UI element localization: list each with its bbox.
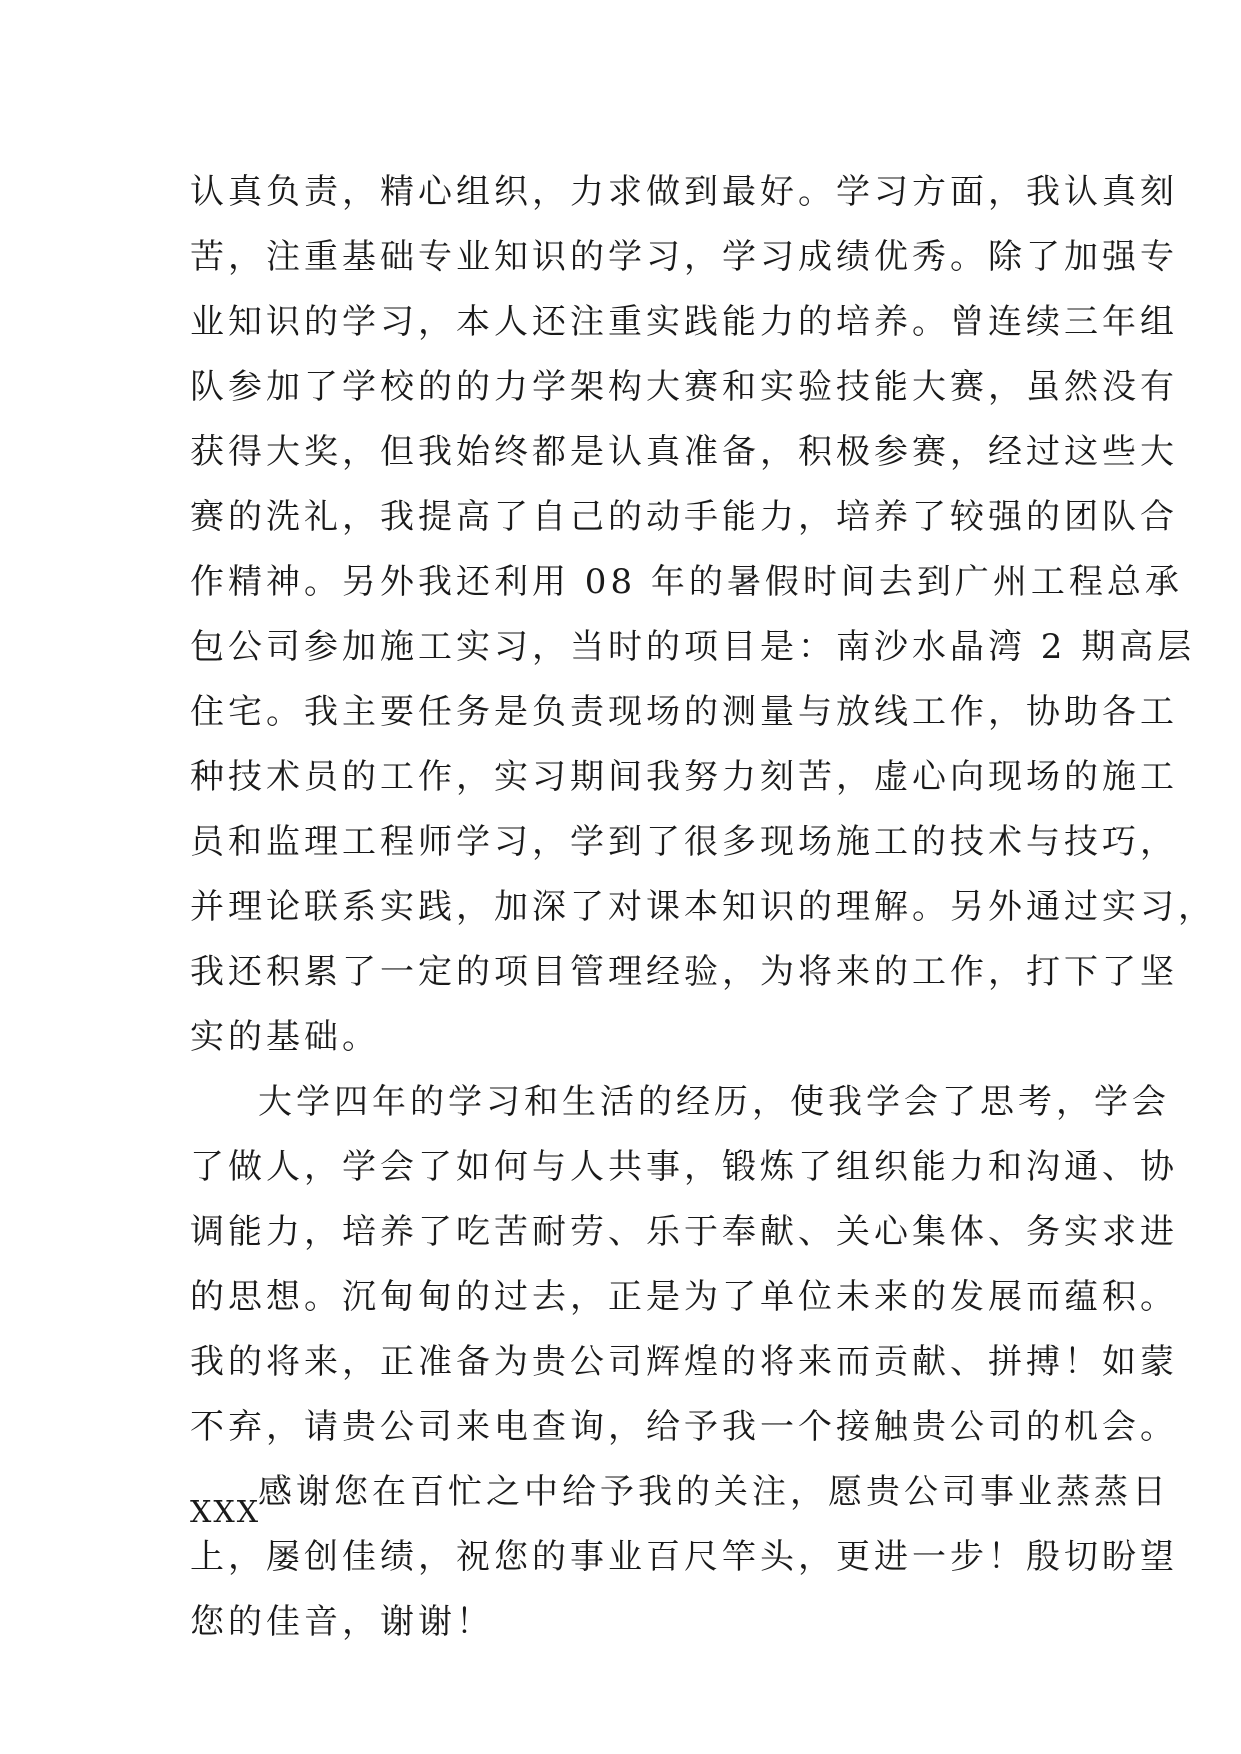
text-line: 您的佳音，谢谢！ [190,1602,494,1642]
text-line: 员和监理工程师学习，学到了很多现场施工的技术与技巧， [190,822,1178,862]
signature: XXX [190,1495,261,1530]
text-line: 住宅。我主要任务是负责现场的测量与放线工作，协助各工 [190,692,1178,732]
text-line: 业知识的学习，本人还注重实践能力的培养。曾连续三年组 [190,302,1178,342]
text-line: 认真负责，精心组织，力求做到最好。学习方面，我认真刻 [190,172,1178,212]
text-line: 种技术员的工作，实习期间我努力刻苦，虚心向现场的施工 [190,757,1178,797]
letter-body [190,160,1216,1655]
text-line: 作精神。另外我还利用 08 年的暑假时间去到广州工程总承 [190,562,1183,602]
text-line: 不弃，请贵公司来电查询，给予我一个接触贵公司的机会。 [190,1407,1178,1447]
text-line: 实的基础。 [190,1017,380,1057]
text-line: 调能力，培养了吃苦耐劳、乐于奉献、关心集体、务实求进 [190,1212,1178,1252]
paragraph-start-line: 感谢您在百忙之中给予我的关注，愿贵公司事业蒸蒸日 [258,1472,1170,1512]
text-line: 队参加了学校的的力学架构大赛和实验技能大赛，虽然没有 [190,367,1178,407]
text-line: 上，屡创佳绩，祝您的事业百尺竿头，更进一步！殷切盼望 [190,1537,1178,1577]
text-line: 获得大奖，但我始终都是认真准备，积极参赛，经过这些大 [190,432,1178,472]
text-line: 我的将来，正准备为贵公司辉煌的将来而贡献、拼搏！如蒙 [190,1342,1178,1382]
text-line: 的思想。沉甸甸的过去，正是为了单位未来的发展而蕴积。 [190,1277,1178,1317]
text-line: 了做人，学会了如何与人共事，锻炼了组织能力和沟通、协 [190,1147,1178,1187]
text-line: 我还积累了一定的项目管理经验，为将来的工作，打下了坚 [190,952,1178,992]
text-line: 赛的洗礼，我提高了自己的动手能力，培养了较强的团队合 [190,497,1178,537]
text-line: 苦，注重基础专业知识的学习，学习成绩优秀。除了加强专 [190,237,1178,277]
paragraph-start-line: 大学四年的学习和生活的经历，使我学会了思考，学会 [258,1082,1170,1122]
text-line: 包公司参加施工实习，当时的项目是：南沙水晶湾 2 期高层 [190,627,1196,667]
text-line: 并理论联系实践，加深了对课本知识的理解。另外通过实习， [190,887,1216,927]
